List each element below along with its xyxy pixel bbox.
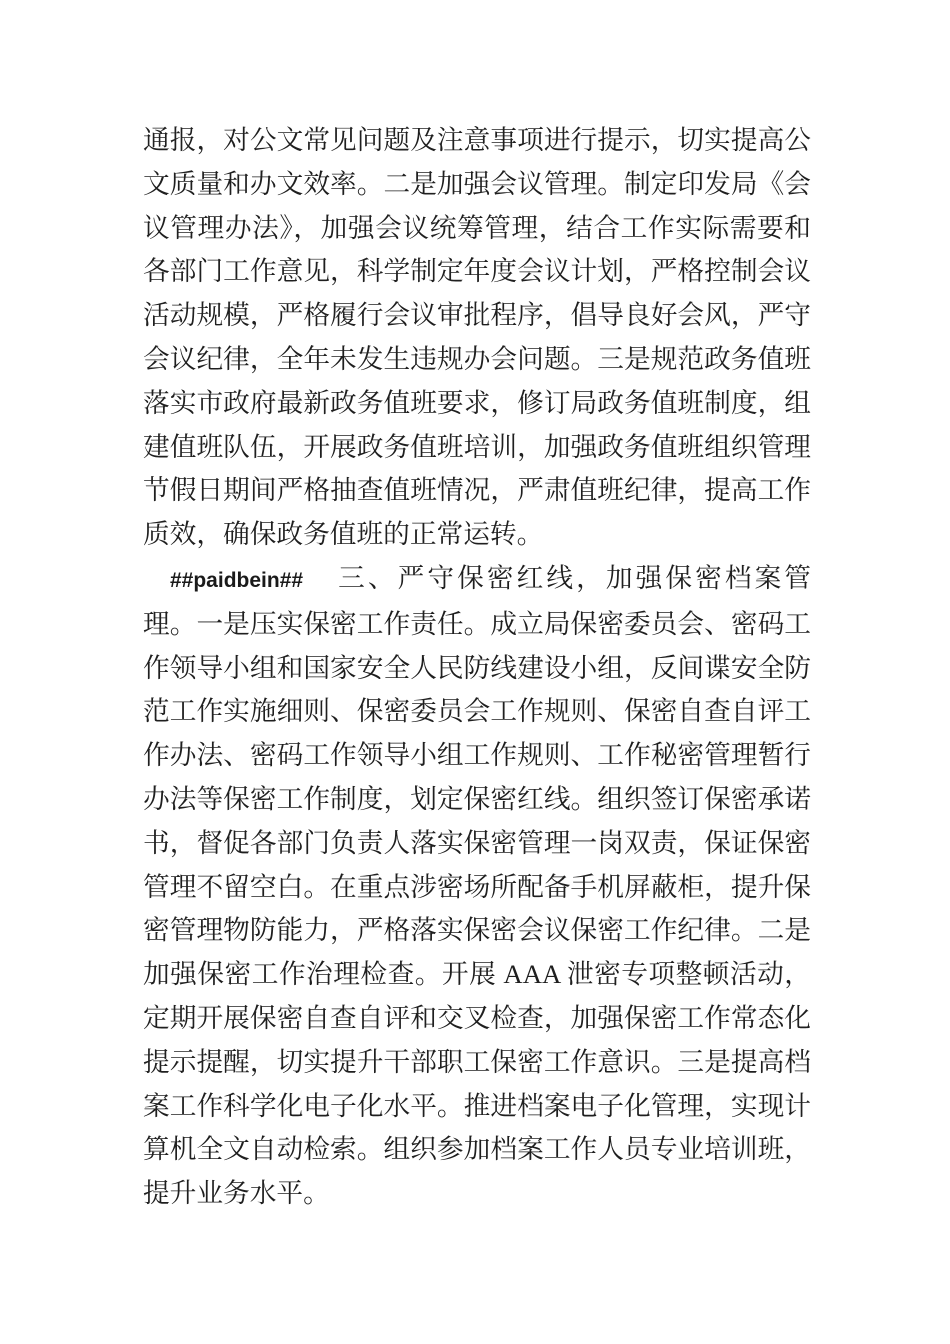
- paragraph-secrecy-archives: [143, 557, 811, 1216]
- paragraph-text: 通报，对公文常见问题及注意事项进行提示，切实提高公文质量和办文效率。二是加强会议管理。制定印发局《会议管理办法》，加强会议统筹管理，结合工作实际需要和各部门工作意见，科学制定年度会议计划，严格控制会议活动规模，严格履行会议审批程序，倡导良好会风，严守会议纪律，全年未发生违规办会问题。三是规范政务值班落实市政府最新政务值班要求，修订局政务值班制度，组建值班队伍，开展政务值班培训，加强政务值班组织管理节假日期间严格抽查值班情况，严肃值班纪律，提高工作质效，确保政务值班的正常运转。: [143, 125, 811, 550]
- paragraph-admin-work: [143, 119, 811, 557]
- document-body: [143, 119, 811, 1216]
- paid-marker-text: ##paidbein##: [170, 568, 304, 592]
- paragraph-text: 三、严守保密红线，加强保密档案管理。一是压实保密工作责任。成立局保密委员会、密码工作领导小组和国家安全人民防线建设小组，反间谍安全防范工作实施细则、保密委员会工作规则、保密自查自评工作办法、密码工作领导小组工作规则、工作秘密管理暂行办法等保密工作制度，划定保密红线。组织签订保密承诺书，督促各部门负责人落实保密管理一岗双责，保证保密管理不留空白。在重点涉密场所配备手机屏蔽柜，提升保密管理物防能力，严格落实保密会议保密工作纪律。二是加强保密工作治理检查。开展 AAA 泄密专项整顿活动，定期开展保密自查自评和交叉检查，加强保密工作常态化提示提醒，切实提升干部职工保密工作意识。三是提高档案工作科学化电子化水平。推进档案电子化管理，实现计算机全文自动检索。组织参加档案工作人员专业培训班，提升业务水平。: [143, 562, 811, 1209]
